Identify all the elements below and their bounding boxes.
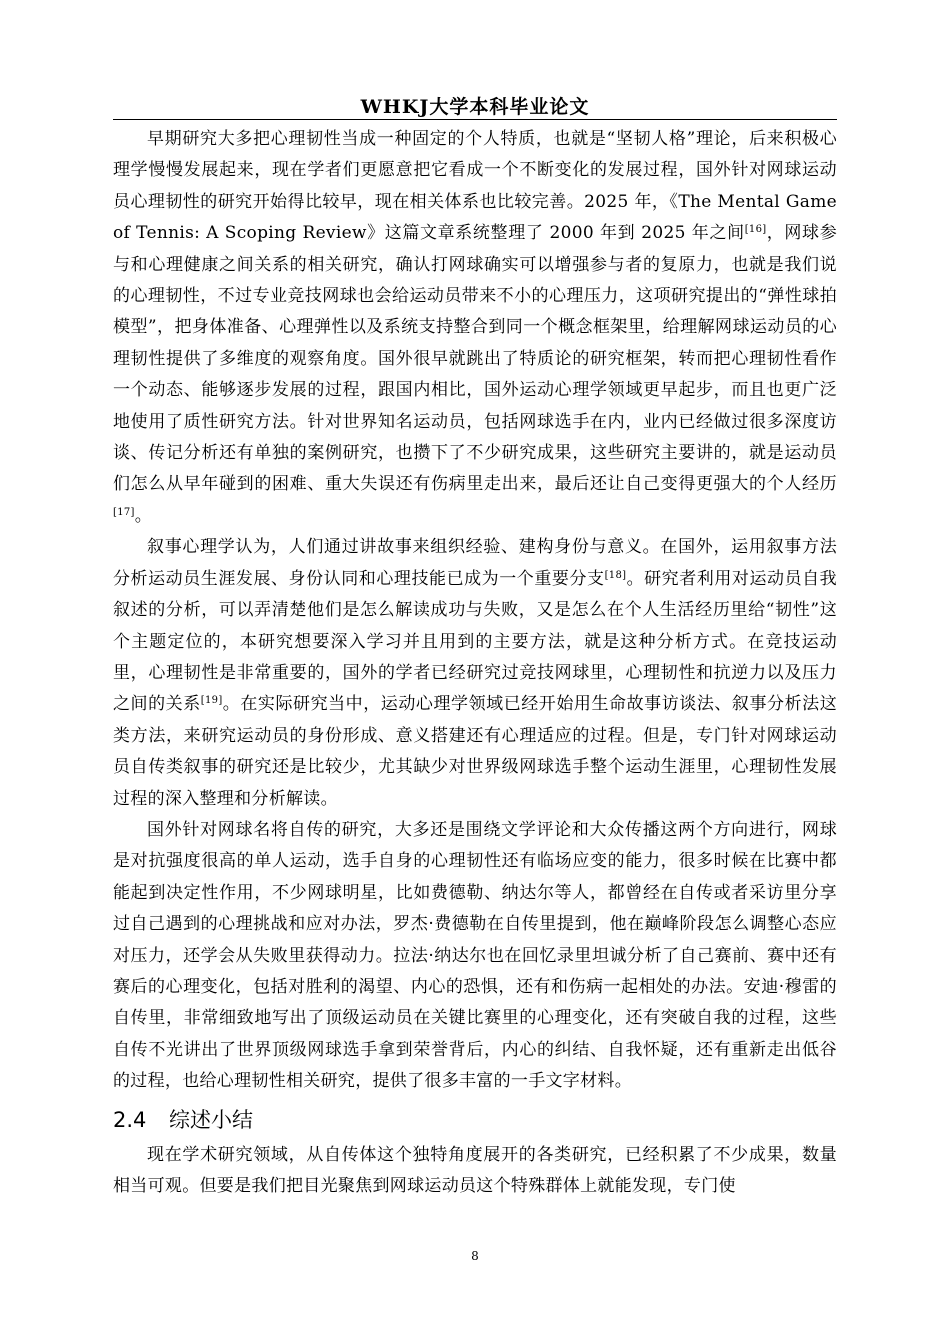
section-title: 综述小结 [169,1107,253,1132]
citation-19: [19] [200,695,223,707]
header-rule [113,119,837,120]
page-number: 8 [471,1249,479,1263]
paragraph-1-text-a: 早期研究大多把心理韧性当成一种固定的个人特质，也就是“坚韧人格”理论，后来积极心理学慢慢发展起来，现在学者们更愿意把它看成一个不断变化的发展过程，国外针对网球运动员心理韧性的研究开始得比较早，现在相关体系也比较完善。2025 年，《The Mental Game of Tennis: A Scoping Review》这篇文章系统整理了 2000 年到 2025 年之间 [113,129,837,244]
paragraph-2 [113,532,837,815]
paragraph-1 [113,124,837,532]
paragraph-1-text-b: ，网球参与和心理健康之间关系的相关研究，确认打网球确实可以增强参与者的复原力，也就是我们说的心理韧性，不过专业竞技网球也会给运动员带来不小的心理压力，这项研究提出的“弹性球拍模型”，把身体准备、心理弹性以及系统支持整合到同一个概念框架里，给理解网球运动员的心理韧性提供了多维度的观察角度。国外很早就跳出了特质论的研究框架，转而把心理韧性看作一个动态、能够逐步发展的过程，跟国内相比，国外运动心理学领域更早起步，而且也更广泛地使用了质性研究方法。针对世界知名运动员，包括网球选手在内，业内已经做过很多深度访谈、传记分析还有单独的案例研究，也攒下了不少研究成果，这些研究主要讲的，就是运动员们怎么从早年碰到的困难、重大失误还有伤病里走出来，最后还让自己变得更强大的个人经历 [113,223,837,495]
paragraph-1-text-c: 。 [134,505,153,526]
paragraph-4-text: 现在学术研究领域，从自传体这个独特角度展开的各类研究，已经积累了不少成果，数量相当可观。但要是我们把目光聚焦到网球运动员这个特殊群体上就能发现，专门使 [113,1144,837,1196]
citation-18: [18] [604,569,627,581]
paragraph-2-text-a: 叙事心理学认为，人们通过讲故事来组织经验、建构身份与意义。在国外，运用叙事方法分析运动员生涯发展、身份认同和心理技能已成为一个重要分支 [113,537,837,589]
section-number: 2.4 [113,1107,147,1132]
paragraph-2-text-c: 。在实际研究当中，运动心理学领域已经开始用生命故事访谈法、叙事分析法这类方法，来研究运动员的身份形成、意义搭建还有心理适应的过程。但是，专门针对网球运动员自传类叙事的研究还是比较少，尤其缺少对世界级网球选手整个运动生涯里，心理韧性发展过程的深入整理和分析解读。 [113,694,838,809]
body-text [113,124,837,1202]
paragraph-2-text-b: 。研究者利用对运动员自我叙述的分析，可以弄清楚他们是怎么解读成功与失败，又是怎么在个人生活经历里给“韧性”这个主题定位的，本研究想要深入学习并且用到的主要方法，就是这种分析方式。在竞技运动里，心理韧性是非常重要的，国外的学者已经研究过竞技网球里，心理韧性和抗逆力以及压力之间的关系 [113,568,837,715]
running-header: WHKJ大学本科毕业论文 [360,96,590,118]
section-heading [113,1102,837,1138]
paragraph-3-text: 国外针对网球名将自传的研究，大多还是围绕文学评论和大众传播这两个方向进行，网球是对抗强度很高的单人运动，选手自身的心理韧性还有临场应变的能力，很多时候在比赛中都能起到决定性作用，不少网球明星，比如费德勒、纳达尔等人，都曾经在自传或者采访里分享过自己遇到的心理挑战和应对办法，罗杰·费德勒在自传里提到，他在巅峰阶段怎么调整心态应对压力，还学会从失败里获得动力。拉法·纳达尔也在回忆录里坦诚分析了自己赛前、赛中还有赛后的心理变化，包括对胜利的渴望、内心的恐惧，还有和伤病一起相处的办法。安迪·穆雷的自传里，非常细致地写出了顶级运动员在关键比赛里的心理变化，还有突破自我的过程，这些自传不光讲出了世界顶级网球选手拿到荣誉背后，内心的纠结、自我怀疑，还有重新走出低谷的过程，也给心理韧性相关研究，提供了很多丰富的一手文字材料。 [113,819,837,1092]
citation-16: [16] [744,224,767,236]
paragraph-3 [113,815,837,1098]
citation-17: [17] [113,506,135,518]
paragraph-4 [113,1140,837,1203]
